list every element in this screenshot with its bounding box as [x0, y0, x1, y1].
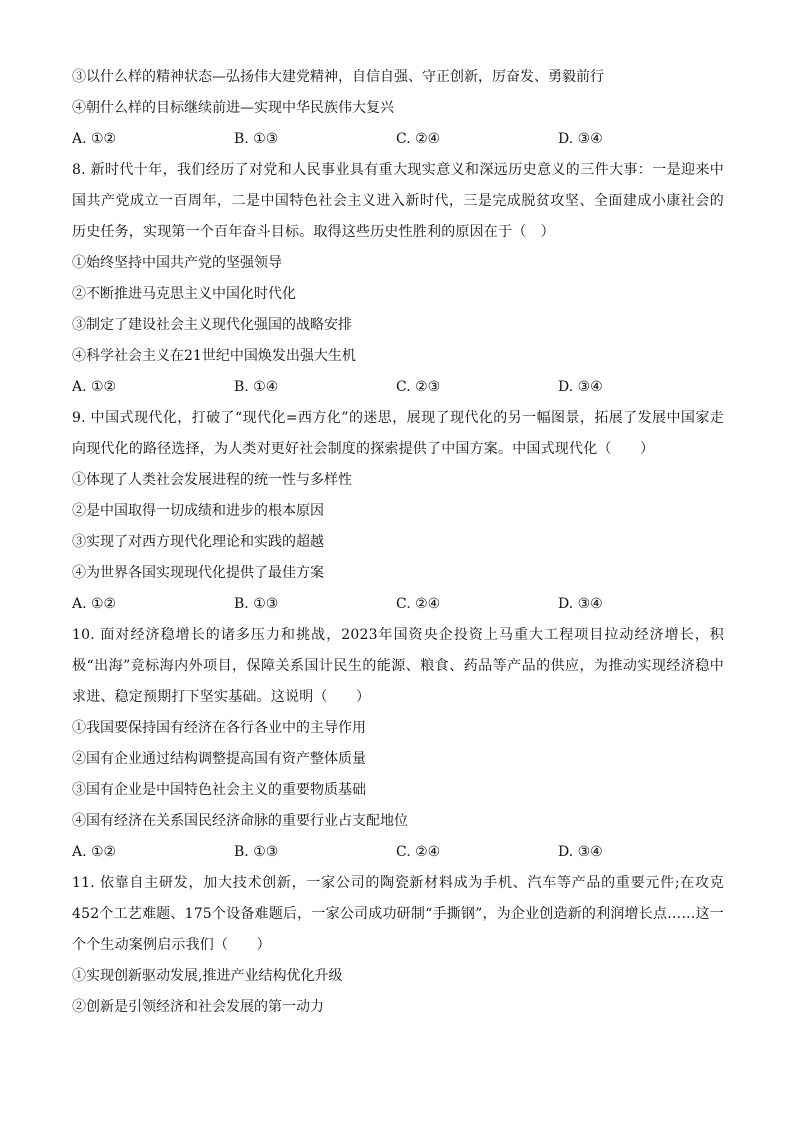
q8-option-c: C. ②③ [396, 379, 441, 395]
question-8-stem: 8. 新时代十年，我们经历了对党和人民事业具有重大现实意义和深远历史意义的三件大事：一是迎来中国共产党成立一百周年，二是中国特色社会主义进入新时代，三是完成脱贫攻坚、全面建成小康社会的历史任务，实现第一个百年奋斗目标。取得这些历史性胜利的原因在于（ ） [72, 162, 724, 240]
q9-options [72, 589, 724, 620]
q9-item-4: ④为世界各国实现现代化提供了最佳方案 [72, 565, 324, 581]
q10-item-1: ①我国要保持国有经济在各行各业中的主导作用 [72, 720, 366, 736]
q8-item-4: ④科学社会主义在21世纪中国焕发出强大生机 [72, 348, 356, 364]
q8-options [72, 372, 724, 403]
top-item-3: ③以什么样的精神状态—弘扬伟大建党精神，自信自强、守正创新，厉奋发、勇毅前行 [72, 69, 604, 85]
q9-option-b: B. ①③ [234, 596, 279, 612]
option-d: D. ③④ [558, 131, 603, 147]
q8-item-3: ③制定了建设社会主义现代化强国的战略安排 [72, 317, 352, 333]
question-9-stem: 9. 中国式现代化，打破了“现代化=西方化”的迷思，展现了现代化的另一幅图景，拓展了发展中国家走向现代化的路径选择，为人类对更好社会制度的探索提供了中国方案。中国式现代化（ ） [72, 410, 724, 457]
q10-item-4: ④国有经济在关系国民经济命脉的重要行业占支配地位 [72, 813, 408, 829]
option-a: A. ①② [72, 131, 117, 147]
top-item-4: ④朝什么样的目标继续前进—实现中华民族伟大复兴 [72, 100, 394, 116]
q9-item-1: ①体现了人类社会发展进程的统一性与多样性 [72, 472, 352, 488]
option-c: C. ②④ [396, 131, 441, 147]
q10-option-c: C. ②④ [396, 844, 441, 860]
option-b: B. ①③ [234, 131, 279, 147]
q10-options [72, 837, 724, 868]
q10-item-2: ②国有企业通过结构调整提高国有资产整体质量 [72, 751, 366, 767]
q8-option-d: D. ③④ [558, 379, 603, 395]
q10-option-d: D. ③④ [558, 844, 603, 860]
exam-page [72, 62, 724, 1023]
q8-option-b: B. ①④ [234, 379, 279, 395]
question-11-stem: 11. 依靠自主研发，加大技术创新，一家公司的陶瓷新材料成为手机、汽车等产品的重要元件;在攻克452个工艺难题、175个设备难题后，一家公司成功研制“手撕钢”，为企业创造新的利润增长点……这一个个生动案例启示我们（ ） [72, 875, 724, 953]
question-10-stem: 10. 面对经济稳增长的诸多压力和挑战，2023年国资央企投资上马重大工程项目拉动经济增长，积极“出海”竞标海内外项目，保障关系国计民生的能源、粮食、药品等产品的供应，为推动实现经济稳中求进、稳定预期打下坚实基础。这说明（ ） [72, 627, 724, 705]
q9-option-a: A. ①② [72, 596, 117, 612]
q9-item-2: ②是中国取得一切成绩和进步的根本原因 [72, 503, 324, 519]
q9-option-c: C. ②④ [396, 596, 441, 612]
q9-item-3: ③实现了对西方现代化理论和实践的超越 [72, 534, 324, 550]
q10-option-b: B. ①③ [234, 844, 279, 860]
q10-option-a: A. ①② [72, 844, 117, 860]
q9-option-d: D. ③④ [558, 596, 603, 612]
top-options [72, 124, 724, 155]
q11-item-1: ①实现创新驱动发展,推进产业结构优化升级 [72, 968, 343, 984]
q8-item-1: ①始终坚持中国共产党的坚强领导 [72, 255, 282, 271]
q11-item-2: ②创新是引领经济和社会发展的第一动力 [72, 999, 324, 1015]
q10-item-3: ③国有企业是中国特色社会主义的重要物质基础 [72, 782, 366, 798]
q8-option-a: A. ①② [72, 379, 117, 395]
q8-item-2: ②不断推进马克思主义中国化时代化 [72, 286, 296, 302]
